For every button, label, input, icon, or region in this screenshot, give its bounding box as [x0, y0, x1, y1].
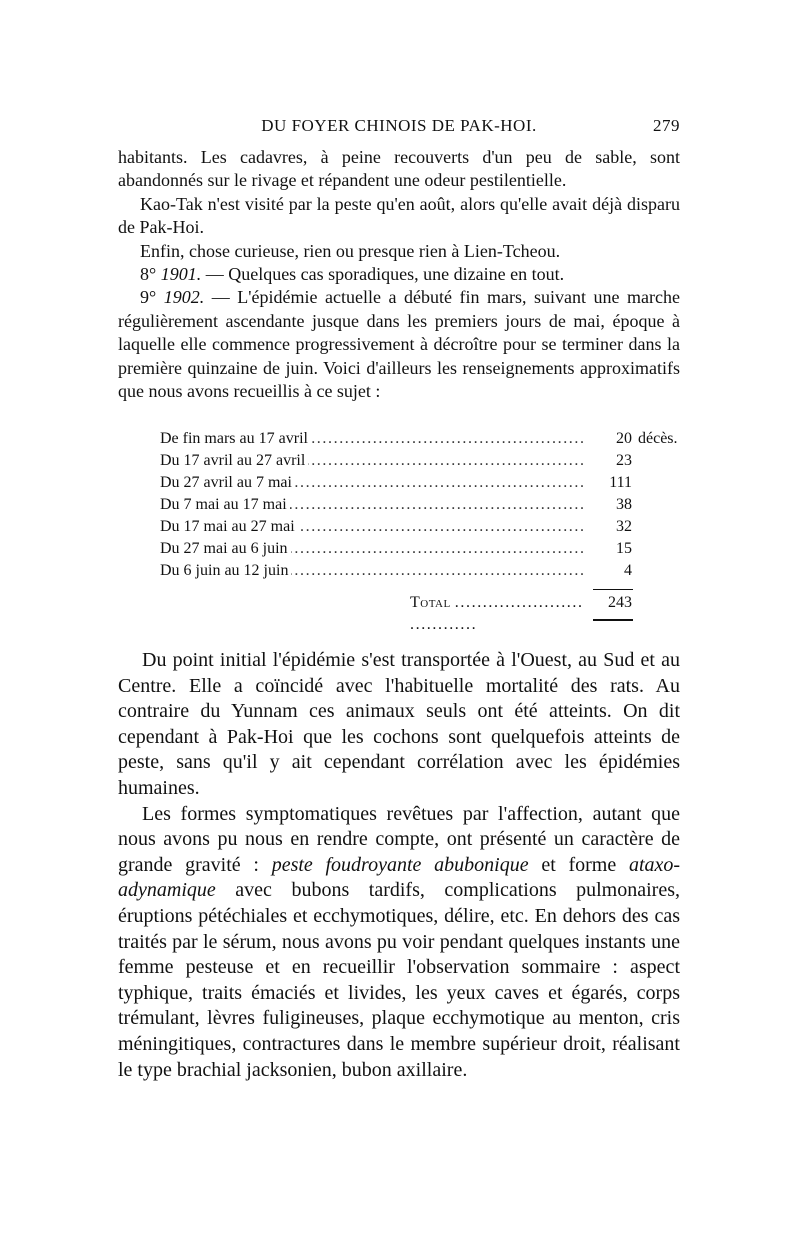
- paragraph-1901: [118, 263, 680, 286]
- paragraph-text: avec bubons tardifs, complications pulmonaires, éruptions pétéchiales et ecchymotiques, délire, etc. En dehors des cas traités par le sérum, nous avons pu voir pendant quelques instants une femme pesteuse et en recueillir l'observation sommaire : aspect typhique, traits émaciés et livides, les yeux caves et égarés, corps trémulant, lèvres fuligineuses, plaque ecchymotique au menton, cris méningitiques, contractures dans le membre supérieur droit, réalisant le type brachial jacksonien, bubon axillaire.: [118, 879, 680, 1081]
- deaths-table: [160, 428, 682, 622]
- item-number: 8°: [140, 264, 157, 285]
- row-label-text: Du 27 avril au 7 mai: [160, 474, 295, 491]
- table-total-row: [160, 592, 682, 622]
- row-value: 20: [616, 430, 632, 447]
- paragraph-text: — Quelques cas sporadiques, une dizaine en tout.: [205, 264, 565, 285]
- paragraph-text: — L'épidémie actuelle a débuté fin mars, suivant une marche régulièrement ascendante jusque dans les premiers jours de mai, époque à laquelle elle commence progressivement à décroître pour se terminer dans la première quinzaine de juin. Voici d'ailleurs les renseignements approximatifs que nous avons recueillis à ce sujet :: [118, 287, 681, 402]
- row-label: [160, 428, 311, 450]
- table-row: [160, 560, 682, 582]
- row-label-text: Du 17 avril au 27 avril: [160, 452, 308, 469]
- total-label: [410, 592, 454, 614]
- emphasis: ataxo-adynamique: [118, 853, 681, 902]
- row-label: [160, 472, 295, 494]
- paragraph: [118, 802, 680, 1084]
- table-row: [160, 472, 682, 494]
- row-unit: décès.: [638, 430, 678, 447]
- row-label: [160, 450, 308, 472]
- row-label: [160, 494, 290, 516]
- paragraph-text: Les formes symptomatiques revêtues par l'affection, autant que nous avons pu nous en rendre compte, ont présenté un caractère de grande gravité :: [118, 802, 680, 876]
- row-label-text: Du 6 juin au 12 juin: [160, 562, 291, 579]
- paragraph: Kao-Tak n'est visité par la peste qu'en août, alors qu'elle avait déjà disparu de Pak-Hoi.: [118, 193, 680, 238]
- item-number: 9°: [140, 287, 157, 308]
- page-number: 279: [653, 116, 680, 135]
- row-value: 38: [616, 496, 632, 513]
- row-label-text: De fin mars au 17 avril: [160, 430, 311, 447]
- table-row: [160, 428, 682, 450]
- sum-rule: [593, 589, 633, 590]
- year: 1902.: [163, 287, 205, 308]
- row-value: 111: [609, 474, 632, 491]
- paragraph: Enfin, chose curieuse, rien ou presque rien à Lien-Tcheou.: [140, 240, 561, 261]
- table-row: [160, 494, 682, 516]
- row-label: [160, 560, 291, 582]
- paragraph: Du point initial l'épidémie s'est transportée à l'Ouest, au Sud et au Centre. Elle a coïncidé avec l'habituelle mortalité des rats. Au contraire du Yunnam ces animaux seuls ont été atteints. On dit cependant à Pak-Hoi que les cochons sont quelquefois atteints de peste, sans qu'il y ait cependant corrélation avec les épidémies humaines.: [118, 649, 680, 799]
- paragraph-1902: [118, 286, 680, 403]
- row-label: [160, 516, 298, 538]
- emphasis: peste foudroyante abubonique: [271, 853, 529, 876]
- paragraph-text: et forme: [541, 853, 617, 876]
- year: 1901.: [160, 264, 202, 285]
- row-value: 15: [616, 540, 632, 557]
- table-row: [160, 450, 682, 472]
- row-label-text: Du 17 mai au 27 mai: [160, 518, 298, 535]
- row-label-text: Du 7 mai au 17 mai: [160, 496, 290, 513]
- total-label-text: Total: [410, 594, 454, 611]
- row-label: [160, 538, 291, 560]
- paragraph: habitants. Les cadavres, à peine recouverts d'un peu de sable, sont abandonnés sur le rivage et répandent une odeur pestilentielle.: [118, 147, 680, 191]
- row-value: 4: [624, 562, 632, 579]
- table-row: [160, 538, 682, 560]
- lower-text: [118, 648, 680, 1083]
- total-value: 243: [608, 594, 632, 611]
- running-header: [118, 116, 680, 140]
- running-title: DU FOYER CHINOIS DE PAK-HOI.: [261, 116, 537, 135]
- table-row: [160, 516, 682, 538]
- total-underline: [593, 619, 633, 621]
- row-value: 23: [616, 452, 632, 469]
- row-value: 32: [616, 518, 632, 535]
- upper-text: [118, 146, 680, 403]
- row-label-text: Du 27 mai au 6 juin: [160, 540, 291, 557]
